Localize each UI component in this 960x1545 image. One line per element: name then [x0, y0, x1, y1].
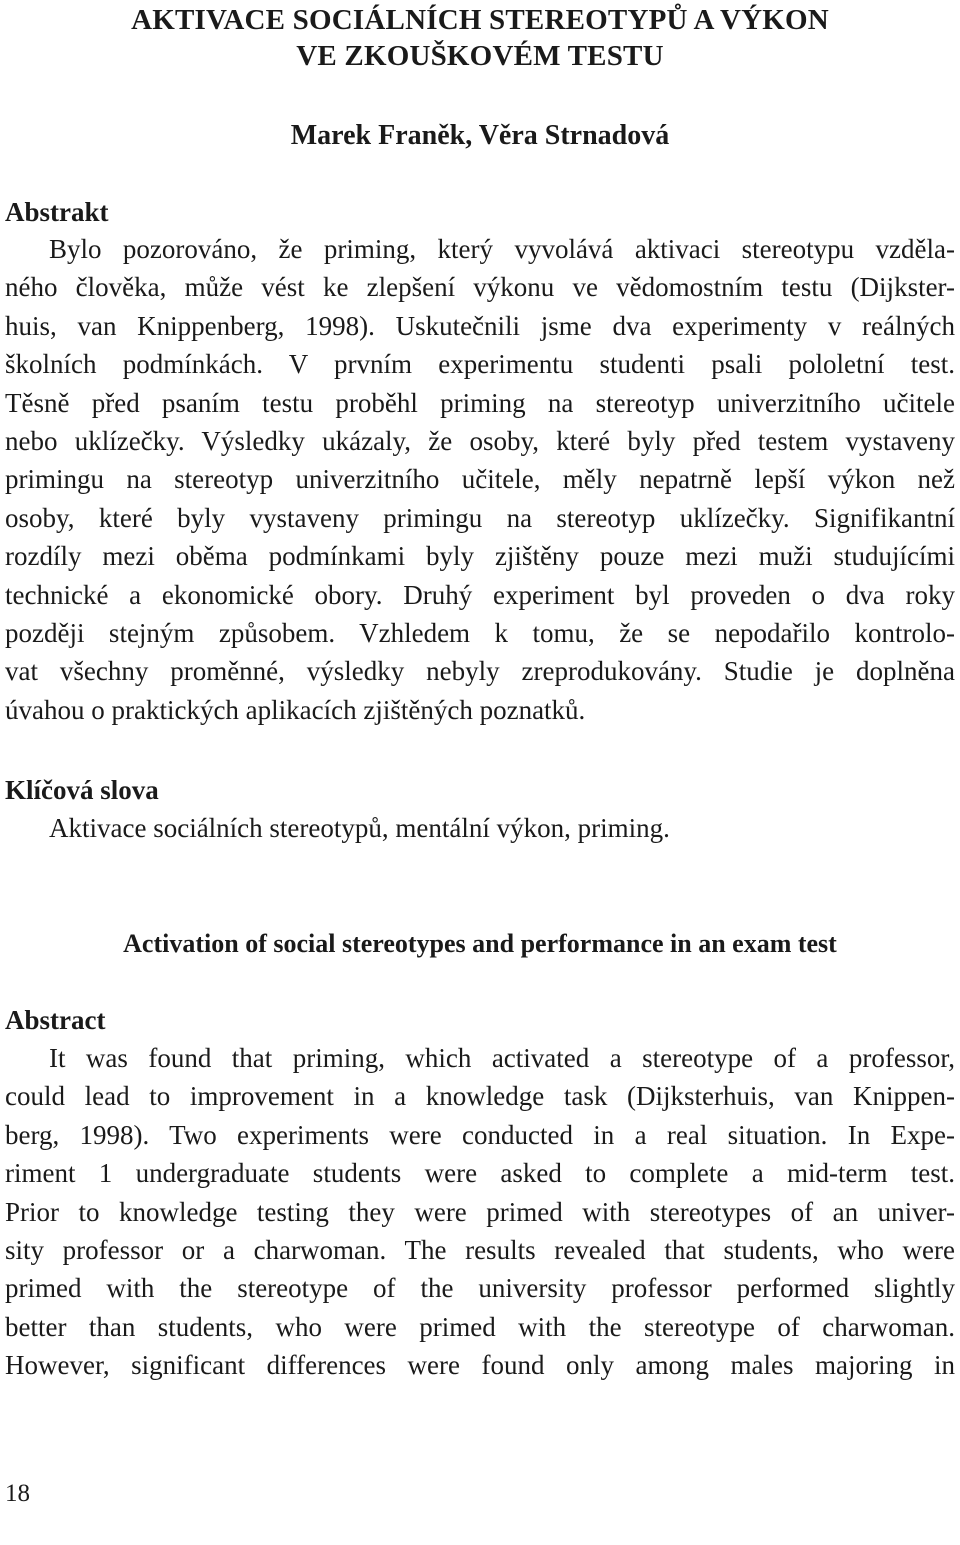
cz-abstract-line: rozdíly mezi oběma podmínkami byly zjištěny pouze mezi muži studujícími [5, 541, 955, 572]
en-abstract-line: sity professor or a charwoman. The results revealed that students, who were [5, 1235, 955, 1266]
keywords-heading: Klíčová slova [5, 775, 159, 805]
cz-abstract-line: ného člověka, může vést ke zlepšení výkonu ve vědomostním testu (Dijkster- [5, 272, 955, 303]
en-abstract-line: It was found that priming, which activated a stereotype of a professor, [49, 1043, 955, 1073]
en-abstract-line: could lead to improvement in a knowledge task (Dijksterhuis, van Knippen- [5, 1081, 955, 1112]
en-abstract-line: riment 1 undergraduate students were asked to complete a mid-term test. [5, 1158, 955, 1189]
paper-title-line-1: AKTIVACE SOCIÁLNÍCH STEREOTYPŮ A VÝKON [131, 4, 829, 36]
en-abstract-line: However, significant differences were found only among males majoring in [5, 1350, 955, 1381]
cz-abstract-line: vat všechny proměnné, výsledky nebyly zreprodukovány. Studie je doplněna [5, 656, 955, 687]
cz-abstract-line: huis, van Knippenberg, 1998). Uskutečnili jsme dva experimenty v reálných [5, 310, 955, 341]
paper-title-line-2: VE ZKOUŠKOVÉM TESTU [296, 40, 664, 72]
cz-abstract-line: technické a ekonomické obory. Druhý experiment byl proveden o dva roky [5, 579, 955, 610]
cz-abstract-heading: Abstrakt [5, 197, 109, 227]
cz-abstract-line: osoby, které byly vystaveny primingu na stereotyp uklízečky. Signifikantní [5, 502, 955, 533]
english-title: Activation of social stereotypes and performance in an exam test [123, 929, 837, 958]
cz-abstract-line: nebo uklízečky. Výsledky ukázaly, že osoby, které byly před testem vystaveny [5, 426, 955, 457]
en-abstract-line: primed with the stereotype of the university professor performed slightly [5, 1273, 955, 1304]
cz-abstract-line: primingu na stereotyp univerzitního učitele, měly nepatrně lepší výkon než [5, 464, 955, 495]
paper-title [0, 2, 960, 74]
en-abstract-heading: Abstract [5, 1005, 106, 1035]
cz-abstract-line: později stejným způsobem. Vzhledem k tomu, že se nepodařilo kontrolo- [5, 618, 955, 649]
en-abstract-line: berg, 1998). Two experiments were conducted in a real situation. In Expe- [5, 1119, 955, 1150]
en-abstract-body [5, 1039, 955, 1385]
page-number: 18 [5, 1480, 30, 1507]
paper-authors: Marek Franěk, Věra Strnadová [290, 120, 670, 151]
cz-abstract-line: úvahou o praktických aplikacích zjištěných poznatků. [5, 694, 586, 725]
en-abstract-line: Prior to knowledge testing they were primed with stereotypes of an univer- [5, 1196, 955, 1227]
cz-abstract-line: Bylo pozorováno, že priming, který vyvolává aktivaci stereotypu vzděla- [49, 234, 955, 264]
cz-abstract-line: Těsně před psaním testu proběhl priming na stereotyp univerzitního učitele [5, 387, 955, 418]
cz-abstract-body [5, 230, 955, 729]
keywords-text: Aktivace sociálních stereotypů, mentální výkon, priming. [49, 813, 670, 843]
cz-abstract-line: školních podmínkách. V prvním experimentu studenti psali pololetní test. [5, 349, 955, 380]
en-abstract-line: better than students, who were primed with the stereotype of charwoman. [5, 1311, 955, 1342]
